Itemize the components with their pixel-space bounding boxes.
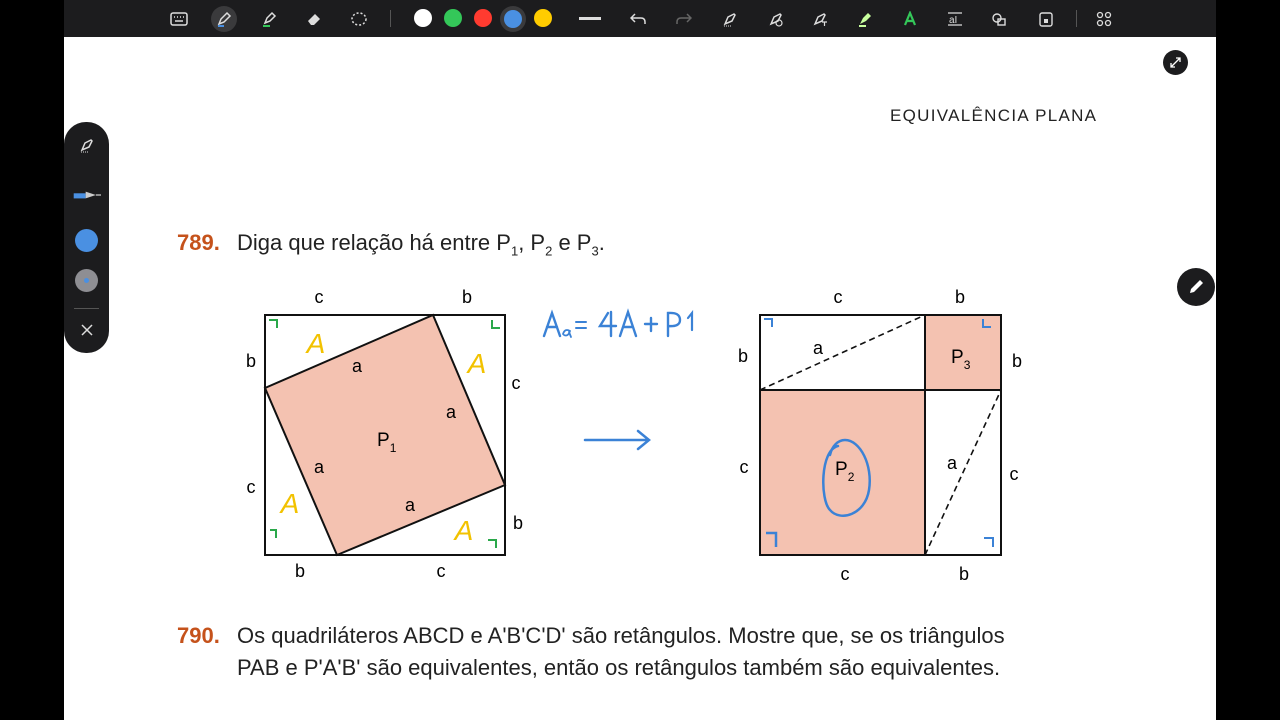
label-p1: $P_1$	[377, 430, 397, 455]
right-angle-mark	[270, 530, 276, 538]
label-a-2: a	[445, 402, 457, 422]
label-a-3: a	[313, 457, 325, 477]
label-b-bottom: b	[958, 564, 970, 584]
diagonal-right	[925, 390, 1001, 555]
right-angle-mark	[488, 540, 496, 548]
label-b-right: b	[512, 513, 524, 533]
label-b-right: b	[1011, 351, 1023, 371]
label-c-bottom: c	[436, 561, 446, 581]
label-b-top: b	[461, 287, 473, 307]
right-angle-mark	[984, 538, 993, 547]
label-c-left: c	[739, 457, 749, 477]
label-a-diag-1: a	[812, 338, 824, 358]
label-b-bottom: b	[294, 561, 306, 581]
problem-789-text: Diga que relação há entre $P_1$, $P_2$ e $P_3$.	[237, 230, 605, 259]
label-p2: $P_2$	[835, 459, 855, 484]
problem-790-line2: PAB e P'A'B' são equivalentes, então os retângulos também são equivalentes.	[237, 655, 1001, 680]
right-figure	[738, 287, 1022, 584]
label-a-4: a	[404, 495, 416, 515]
label-p3: $P_3$	[951, 347, 971, 372]
label-a-1: a	[351, 356, 363, 376]
right-angle-mark	[764, 319, 772, 327]
label-b-left: b	[737, 346, 749, 366]
left-figure	[246, 287, 523, 581]
label-a-diag-2: a	[946, 453, 958, 473]
label-b-top: b	[954, 287, 966, 307]
label-c-top: c	[314, 287, 324, 307]
svg-text:aI: aI	[949, 15, 958, 26]
right-angle-mark	[269, 320, 277, 328]
area-mark-a-3: A	[280, 488, 300, 519]
right-angle-mark	[492, 320, 500, 328]
handwritten-formula	[544, 312, 692, 337]
label-c-bottom: c	[840, 564, 850, 584]
area-mark-a-2: A	[467, 348, 487, 379]
label-b-left: b	[245, 351, 257, 371]
problem-790-number: 790.	[177, 623, 220, 648]
diagonal-top	[760, 315, 925, 390]
section-title: EQUIVALÊNCIA PLANA	[890, 106, 1098, 125]
problem-789-number: 789.	[177, 230, 220, 255]
label-c-left: c	[246, 477, 256, 497]
transform-arrow	[585, 431, 649, 449]
area-mark-a-4: A	[454, 515, 474, 546]
area-mark-a-1: A	[306, 328, 326, 359]
label-c-right: c	[1009, 464, 1019, 484]
label-c-top: c	[833, 287, 843, 307]
label-c-right: c	[511, 373, 521, 393]
problem-790-line1: Os quadriláteros ABCD e A'B'C'D' são retângulos. Mostre que, se os triângulos	[237, 623, 1005, 648]
